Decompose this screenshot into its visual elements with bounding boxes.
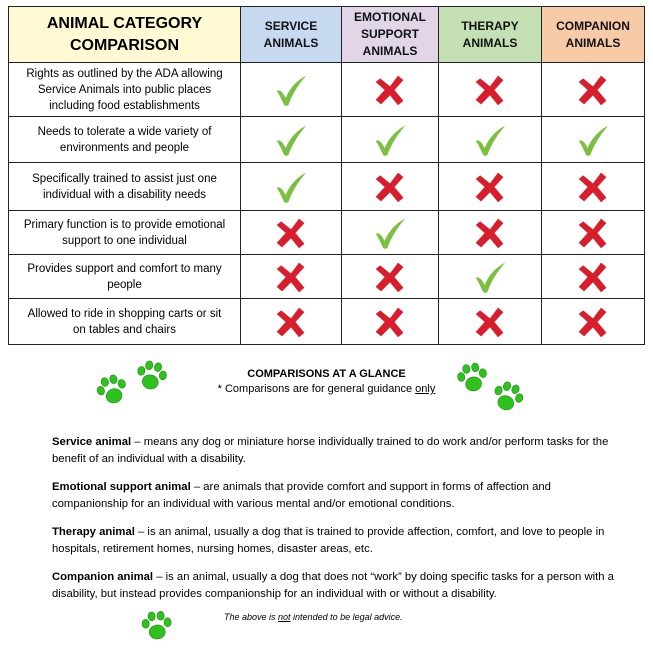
legal-text-after: intended to be legal advice. (290, 612, 403, 622)
criterion-line: environments and people (59, 141, 190, 154)
definition-term: Emotional support animal (52, 481, 191, 493)
criterion-line: Needs to tolerate a wide variety of (37, 125, 212, 138)
definition-term: Companion animal (52, 571, 154, 583)
mark-cell (439, 163, 542, 211)
criterion-line: including food establishments (49, 99, 200, 112)
criterion-cell (9, 117, 241, 163)
paw-print-icon (139, 609, 175, 648)
criterion-cell (9, 255, 241, 299)
legal-disclaimer (224, 612, 403, 622)
cross-icon (575, 170, 611, 204)
header-line: THERAPY (461, 18, 519, 33)
definition-therapy (52, 524, 622, 558)
mark-cell (542, 255, 645, 299)
definition-emotional-support (52, 479, 622, 513)
cross-icon (575, 305, 611, 339)
definition-service (52, 434, 622, 468)
header-row (9, 7, 645, 63)
header-line: ANIMALS (565, 35, 621, 50)
cross-icon (273, 216, 309, 250)
table-title-line2: COMPARISON (69, 36, 180, 54)
table-title-line1: ANIMAL CATEGORY (46, 14, 203, 32)
header-line: SERVICE (264, 18, 318, 33)
criterion-line: people (107, 278, 142, 291)
mark-cell (342, 299, 439, 345)
cross-icon (273, 305, 309, 339)
mark-cell (439, 63, 542, 117)
legal-emphasis: not (278, 612, 291, 622)
check-icon (472, 260, 508, 294)
mark-cell (342, 117, 439, 163)
table-row (9, 117, 645, 163)
definition-text: – are animals that provide comfort and support in forms of affection and companionship for an individual with various mental and/or emotional conditions. (52, 481, 551, 510)
cross-icon (372, 305, 408, 339)
table-row (9, 163, 645, 211)
cross-icon (575, 73, 611, 107)
header-line: EMOTIONAL (354, 10, 426, 24)
definition-term: Service animal (52, 436, 132, 448)
definition-text: – means any dog or miniature horse individually trained to do work and/or perform tasks for the benefit of an individual with a disability. (52, 436, 609, 465)
mark-cell (542, 211, 645, 255)
cross-icon (372, 73, 408, 107)
cross-icon (273, 260, 309, 294)
mark-cell (342, 163, 439, 211)
check-icon (273, 73, 309, 107)
cross-icon (472, 216, 508, 250)
comparison-table (8, 6, 645, 345)
legal-text-before: The above is (224, 612, 279, 622)
mark-cell (342, 255, 439, 299)
criterion-line: on tables and chairs (73, 323, 176, 336)
criterion-line: support to one individual (62, 234, 187, 247)
paw-print-shape (132, 357, 172, 395)
column-header-companion (542, 7, 645, 63)
glance-note-text: * Comparisons are for general guidance (217, 383, 416, 395)
criterion-line: Specifically trained to assist just one (32, 172, 217, 185)
definition-companion (52, 569, 622, 603)
criterion-cell (9, 163, 241, 211)
check-icon (273, 123, 309, 157)
check-icon (472, 123, 508, 157)
definition-text: – is an animal, usually a dog that is trained to provide affection, comfort, and love to people in hospitals, retirement homes, nursing homes, disaster areas, etc. (52, 526, 605, 555)
mark-cell (241, 117, 342, 163)
mark-cell (241, 63, 342, 117)
header-line: COMPANION (556, 18, 630, 33)
table-row (9, 299, 645, 345)
criterion-line: Allowed to ride in shopping carts or sit (27, 307, 222, 320)
mark-cell (241, 299, 342, 345)
cross-icon (472, 170, 508, 204)
mark-cell (542, 117, 645, 163)
paw-print-shape (139, 609, 175, 643)
table-row (9, 63, 645, 117)
glance-note-emphasis: only (415, 383, 436, 395)
paw-print-shape (453, 359, 492, 396)
criterion-cell (9, 211, 241, 255)
paw-print-icon (453, 359, 493, 401)
criterion-cell (9, 299, 241, 345)
definitions (52, 434, 622, 614)
header-line: ANIMALS (263, 35, 319, 50)
check-icon (273, 170, 309, 204)
column-header-service (241, 7, 342, 63)
check-icon (575, 123, 611, 157)
cross-icon (472, 305, 508, 339)
definition-term: Therapy animal (52, 526, 135, 538)
header-line: ANIMALS (362, 44, 418, 58)
check-icon (372, 123, 408, 157)
criterion-cell (9, 63, 241, 117)
check-icon (372, 216, 408, 250)
column-header-therapy (439, 7, 542, 63)
mark-cell (439, 211, 542, 255)
column-header-emotional-support (342, 7, 439, 63)
mark-cell (542, 299, 645, 345)
criterion-line: Provides support and comfort to many (27, 262, 222, 275)
mark-cell (439, 299, 542, 345)
table-row (9, 255, 645, 299)
mark-cell (241, 211, 342, 255)
criterion-line: Service Animals into public places (37, 83, 212, 96)
glance-title: COMPARISONS AT A GLANCE (247, 368, 406, 380)
mark-cell (439, 117, 542, 163)
mark-cell (542, 163, 645, 211)
mark-cell (342, 63, 439, 117)
cross-icon (575, 216, 611, 250)
mark-cell (542, 63, 645, 117)
cross-icon (575, 260, 611, 294)
cross-icon (372, 170, 408, 204)
mark-cell (241, 255, 342, 299)
criterion-line: Primary function is to provide emotional (23, 218, 226, 231)
table-row (9, 211, 645, 255)
mark-cell (342, 211, 439, 255)
mark-cell (439, 255, 542, 299)
header-line: SUPPORT (360, 27, 419, 41)
header-line: ANIMALS (462, 35, 518, 50)
definition-text: – is an animal, usually a dog that does not “work” by doing specific tasks for a person with a disability, but instead provides companionship for an individual with or without a disability. (52, 571, 614, 600)
cross-icon (372, 260, 408, 294)
criterion-line: individual with a disability needs (42, 188, 206, 201)
criterion-line: Rights as outlined by the ADA allowing (26, 67, 223, 80)
mark-cell (241, 163, 342, 211)
table-title (9, 7, 241, 63)
cross-icon (472, 73, 508, 107)
